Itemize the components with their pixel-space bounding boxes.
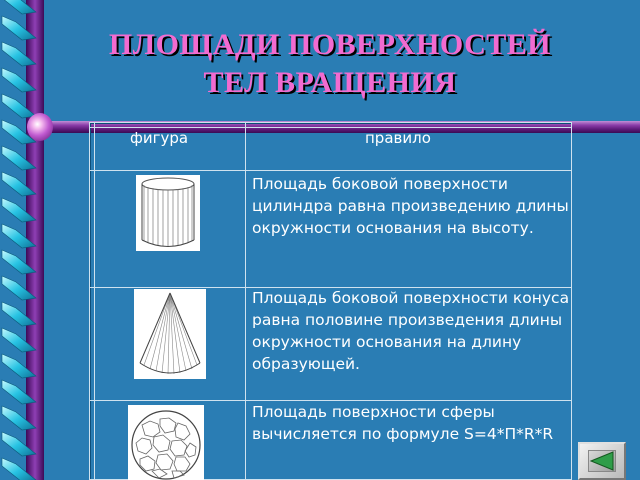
rules-table xyxy=(89,122,572,480)
sphere-icon xyxy=(128,405,204,480)
table-border-top-inner xyxy=(90,127,571,128)
slide-title xyxy=(60,26,600,102)
rule-cone: Площадь боковой поверхности конуса равна половине произведения длины окружности основания на длину образующей. xyxy=(252,289,570,373)
table-column-divider xyxy=(245,123,246,479)
table-header-divider xyxy=(90,170,571,171)
header-rule: правило xyxy=(365,129,431,147)
cylinder-icon xyxy=(136,175,200,251)
rule-sphere: Площадь поверхности сферы вычисляется по формуле S=4*П*R*R xyxy=(252,403,554,443)
title-line-2: ТЕЛ ВРАЩЕНИЯ xyxy=(203,66,457,99)
cone-icon xyxy=(134,289,206,379)
orb-decoration xyxy=(27,113,53,141)
spiral-decoration xyxy=(0,0,64,480)
return-button[interactable] xyxy=(578,442,626,480)
rule-cylinder: Площадь боковой поверхности цилиндра равна произведению длины окружности основания на высоту. xyxy=(252,175,569,237)
header-figure: фигура xyxy=(130,129,189,147)
title-line-1: ПЛОЩАДИ ПОВЕРХНОСТЕЙ xyxy=(108,28,552,61)
triangle-left-icon xyxy=(589,451,615,471)
table-border-left-inner xyxy=(94,123,95,479)
